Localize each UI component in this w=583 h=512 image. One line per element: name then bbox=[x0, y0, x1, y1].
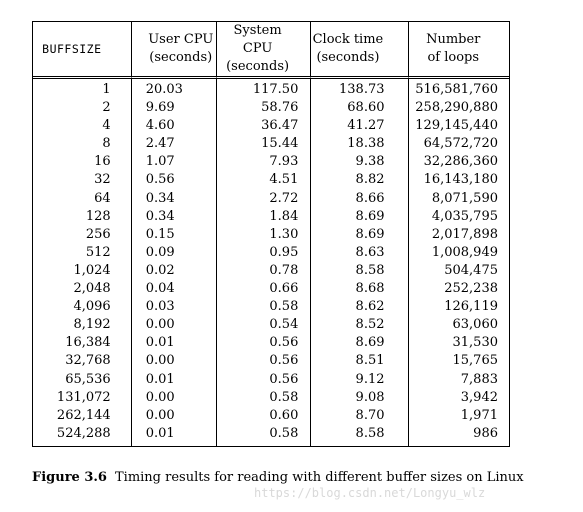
cell-buffsize: 512 bbox=[33, 244, 132, 262]
header-line: Clock time bbox=[312, 32, 384, 47]
cell-user-cpu: 0.00 bbox=[132, 407, 217, 425]
cell-clock-time: 8.69 bbox=[311, 226, 408, 244]
cell-user-cpu: 1.07 bbox=[132, 153, 217, 171]
cell-buffsize: 128 bbox=[33, 208, 132, 226]
table-body bbox=[33, 79, 509, 446]
cell-buffsize: 262,144 bbox=[33, 407, 132, 425]
cell-number-of-loops: 32,286,360 bbox=[423, 154, 498, 170]
table-row bbox=[33, 99, 509, 117]
cell-user-cpu: 4.60 bbox=[132, 117, 217, 135]
table-row bbox=[33, 280, 509, 298]
cell-number-of-loops: 4,035,795 bbox=[431, 208, 498, 224]
cell-user-cpu: 0.04 bbox=[132, 280, 217, 298]
cell-clock-time: 8.58 bbox=[311, 425, 408, 446]
cell-user-cpu: 0.15 bbox=[132, 226, 217, 244]
cell-system-cpu: 0.56 bbox=[217, 352, 312, 370]
cell-number-of-loops: 258,290,880 bbox=[415, 100, 498, 116]
timing-results-table bbox=[32, 21, 510, 447]
cell-number-of-loops: 31,530 bbox=[452, 335, 498, 351]
cell-clock-time: 68.60 bbox=[311, 99, 408, 117]
cell-number-of-loops: 252,238 bbox=[444, 281, 498, 297]
cell-system-cpu: 7.93 bbox=[217, 153, 312, 171]
cell-user-cpu: 0.03 bbox=[132, 298, 217, 316]
header-line: (seconds) bbox=[149, 50, 213, 65]
cell-clock-time: 8.82 bbox=[311, 171, 408, 189]
cell-number-of-loops: 504,475 bbox=[444, 262, 498, 278]
cell-user-cpu: 9.69 bbox=[132, 99, 217, 117]
cell-system-cpu: 15.44 bbox=[217, 135, 312, 153]
table-row bbox=[33, 171, 509, 189]
cell-system-cpu: 0.66 bbox=[217, 280, 312, 298]
cell-clock-time: 9.08 bbox=[311, 389, 408, 407]
table-row bbox=[33, 298, 509, 316]
cell-clock-time: 9.12 bbox=[311, 371, 408, 389]
cell-clock-time: 8.62 bbox=[311, 298, 408, 316]
cell-system-cpu: 2.72 bbox=[217, 190, 312, 208]
cell-user-cpu: 0.00 bbox=[132, 389, 217, 407]
table-row bbox=[33, 371, 509, 389]
figure-caption bbox=[32, 470, 524, 485]
cell-buffsize: 8,192 bbox=[33, 316, 132, 334]
cell-clock-time: 138.73 bbox=[311, 79, 408, 99]
cell-user-cpu: 0.00 bbox=[132, 316, 217, 334]
cell-clock-time: 8.58 bbox=[311, 262, 408, 280]
cell-number-of-loops: 516,581,760 bbox=[415, 82, 498, 97]
cell-system-cpu: 36.47 bbox=[217, 117, 312, 135]
cell-user-cpu: 0.00 bbox=[132, 352, 217, 370]
cell-user-cpu: 20.03 bbox=[132, 79, 217, 99]
cell-buffsize: 4 bbox=[33, 117, 132, 135]
cell-user-cpu: 0.01 bbox=[132, 334, 217, 352]
header-line: (seconds) bbox=[226, 59, 290, 74]
cell-system-cpu: 0.58 bbox=[217, 389, 312, 407]
cell-buffsize: 65,536 bbox=[33, 371, 132, 389]
table-row bbox=[33, 135, 509, 153]
cell-user-cpu: 0.02 bbox=[132, 262, 217, 280]
table-row bbox=[33, 226, 509, 244]
cell-buffsize: 4,096 bbox=[33, 298, 132, 316]
cell-number-of-loops: 8,071,590 bbox=[431, 190, 498, 206]
cell-number-of-loops: 2,017,898 bbox=[431, 226, 498, 242]
header-row bbox=[33, 22, 509, 79]
cell-number-of-loops: 129,145,440 bbox=[415, 118, 498, 134]
table-row bbox=[33, 262, 509, 280]
table-row bbox=[33, 334, 509, 352]
cell-system-cpu: 1.30 bbox=[217, 226, 312, 244]
cell-number-of-loops: 1,008,949 bbox=[431, 244, 498, 260]
figure-label: Figure 3.6 bbox=[32, 470, 107, 485]
table-row bbox=[33, 389, 509, 407]
header-line: (seconds) bbox=[316, 50, 380, 65]
cell-number-of-loops: 15,765 bbox=[452, 353, 498, 369]
cell-system-cpu: 0.95 bbox=[217, 244, 312, 262]
cell-system-cpu: 0.58 bbox=[217, 298, 312, 316]
cell-clock-time: 8.69 bbox=[311, 334, 408, 352]
header-line: BUFFSIZE bbox=[42, 42, 102, 56]
cell-system-cpu: 0.56 bbox=[217, 334, 312, 352]
table-row bbox=[33, 352, 509, 370]
cell-clock-time: 8.51 bbox=[311, 352, 408, 370]
column-header-buffsize bbox=[33, 22, 132, 79]
cell-buffsize: 32 bbox=[33, 171, 132, 189]
column-header-number-of-loops bbox=[409, 22, 510, 79]
header-line: of loops bbox=[427, 50, 480, 65]
cell-clock-time: 18.38 bbox=[311, 135, 408, 153]
column-header-clock-time bbox=[311, 22, 408, 79]
cell-number-of-loops: 7,883 bbox=[460, 371, 498, 387]
column-header-system-cpu bbox=[217, 22, 312, 79]
cell-buffsize: 1 bbox=[33, 79, 132, 99]
cell-system-cpu: 0.56 bbox=[217, 371, 312, 389]
cell-system-cpu: 117.50 bbox=[217, 79, 312, 99]
table-row bbox=[33, 316, 509, 334]
cell-buffsize: 32,768 bbox=[33, 352, 132, 370]
table-header bbox=[33, 22, 509, 79]
cell-number-of-loops: 16,143,180 bbox=[423, 172, 498, 188]
cell-clock-time: 8.63 bbox=[311, 244, 408, 262]
cell-buffsize: 1,024 bbox=[33, 262, 132, 280]
cell-user-cpu: 0.56 bbox=[132, 171, 217, 189]
cell-buffsize: 2,048 bbox=[33, 280, 132, 298]
cell-system-cpu: 0.54 bbox=[217, 316, 312, 334]
table-row bbox=[33, 190, 509, 208]
cell-number-of-loops: 126,119 bbox=[444, 299, 498, 315]
column-header-user-cpu bbox=[132, 22, 217, 79]
cell-buffsize: 16,384 bbox=[33, 334, 132, 352]
cell-user-cpu: 0.09 bbox=[132, 244, 217, 262]
cell-number-of-loops: 64,572,720 bbox=[423, 136, 498, 152]
cell-user-cpu: 0.34 bbox=[132, 208, 217, 226]
cell-user-cpu: 0.01 bbox=[132, 371, 217, 389]
cell-clock-time: 8.52 bbox=[311, 316, 408, 334]
cell-clock-time: 8.69 bbox=[311, 208, 408, 226]
table-row bbox=[33, 208, 509, 226]
header-line: System CPU bbox=[233, 23, 282, 56]
cell-system-cpu: 1.84 bbox=[217, 208, 312, 226]
cell-system-cpu: 0.58 bbox=[217, 425, 312, 446]
cell-clock-time: 8.70 bbox=[311, 407, 408, 425]
cell-user-cpu: 0.34 bbox=[132, 190, 217, 208]
table-row bbox=[33, 79, 509, 99]
cell-number-of-loops: 3,942 bbox=[460, 389, 498, 405]
cell-number-of-loops: 986 bbox=[473, 425, 498, 441]
cell-system-cpu: 0.78 bbox=[217, 262, 312, 280]
cell-user-cpu: 2.47 bbox=[132, 135, 217, 153]
cell-system-cpu: 4.51 bbox=[217, 171, 312, 189]
header-line: User CPU bbox=[148, 32, 214, 47]
table-row bbox=[33, 407, 509, 425]
cell-clock-time: 9.38 bbox=[311, 153, 408, 171]
table-row bbox=[33, 117, 509, 135]
table-row bbox=[33, 153, 509, 171]
cell-number-of-loops: 63,060 bbox=[452, 317, 498, 333]
cell-clock-time: 41.27 bbox=[311, 117, 408, 135]
caption-text: Timing results for reading with different buffer sizes on Linux bbox=[114, 470, 524, 485]
header-line: Number bbox=[426, 32, 481, 47]
cell-number-of-loops: 1,971 bbox=[460, 407, 498, 423]
cell-system-cpu: 0.60 bbox=[217, 407, 312, 425]
cell-buffsize: 524,288 bbox=[33, 425, 132, 446]
cell-buffsize: 2 bbox=[33, 99, 132, 117]
cell-clock-time: 8.68 bbox=[311, 280, 408, 298]
cell-buffsize: 131,072 bbox=[33, 389, 132, 407]
watermark-url: https://blog.csdn.net/Longyu_wlz bbox=[254, 486, 486, 500]
cell-buffsize: 64 bbox=[33, 190, 132, 208]
cell-system-cpu: 58.76 bbox=[217, 99, 312, 117]
table-row bbox=[33, 244, 509, 262]
table-row bbox=[33, 425, 509, 446]
cell-user-cpu: 0.01 bbox=[132, 425, 217, 446]
cell-buffsize: 16 bbox=[33, 153, 132, 171]
cell-clock-time: 8.66 bbox=[311, 190, 408, 208]
cell-buffsize: 8 bbox=[33, 135, 132, 153]
cell-buffsize: 256 bbox=[33, 226, 132, 244]
